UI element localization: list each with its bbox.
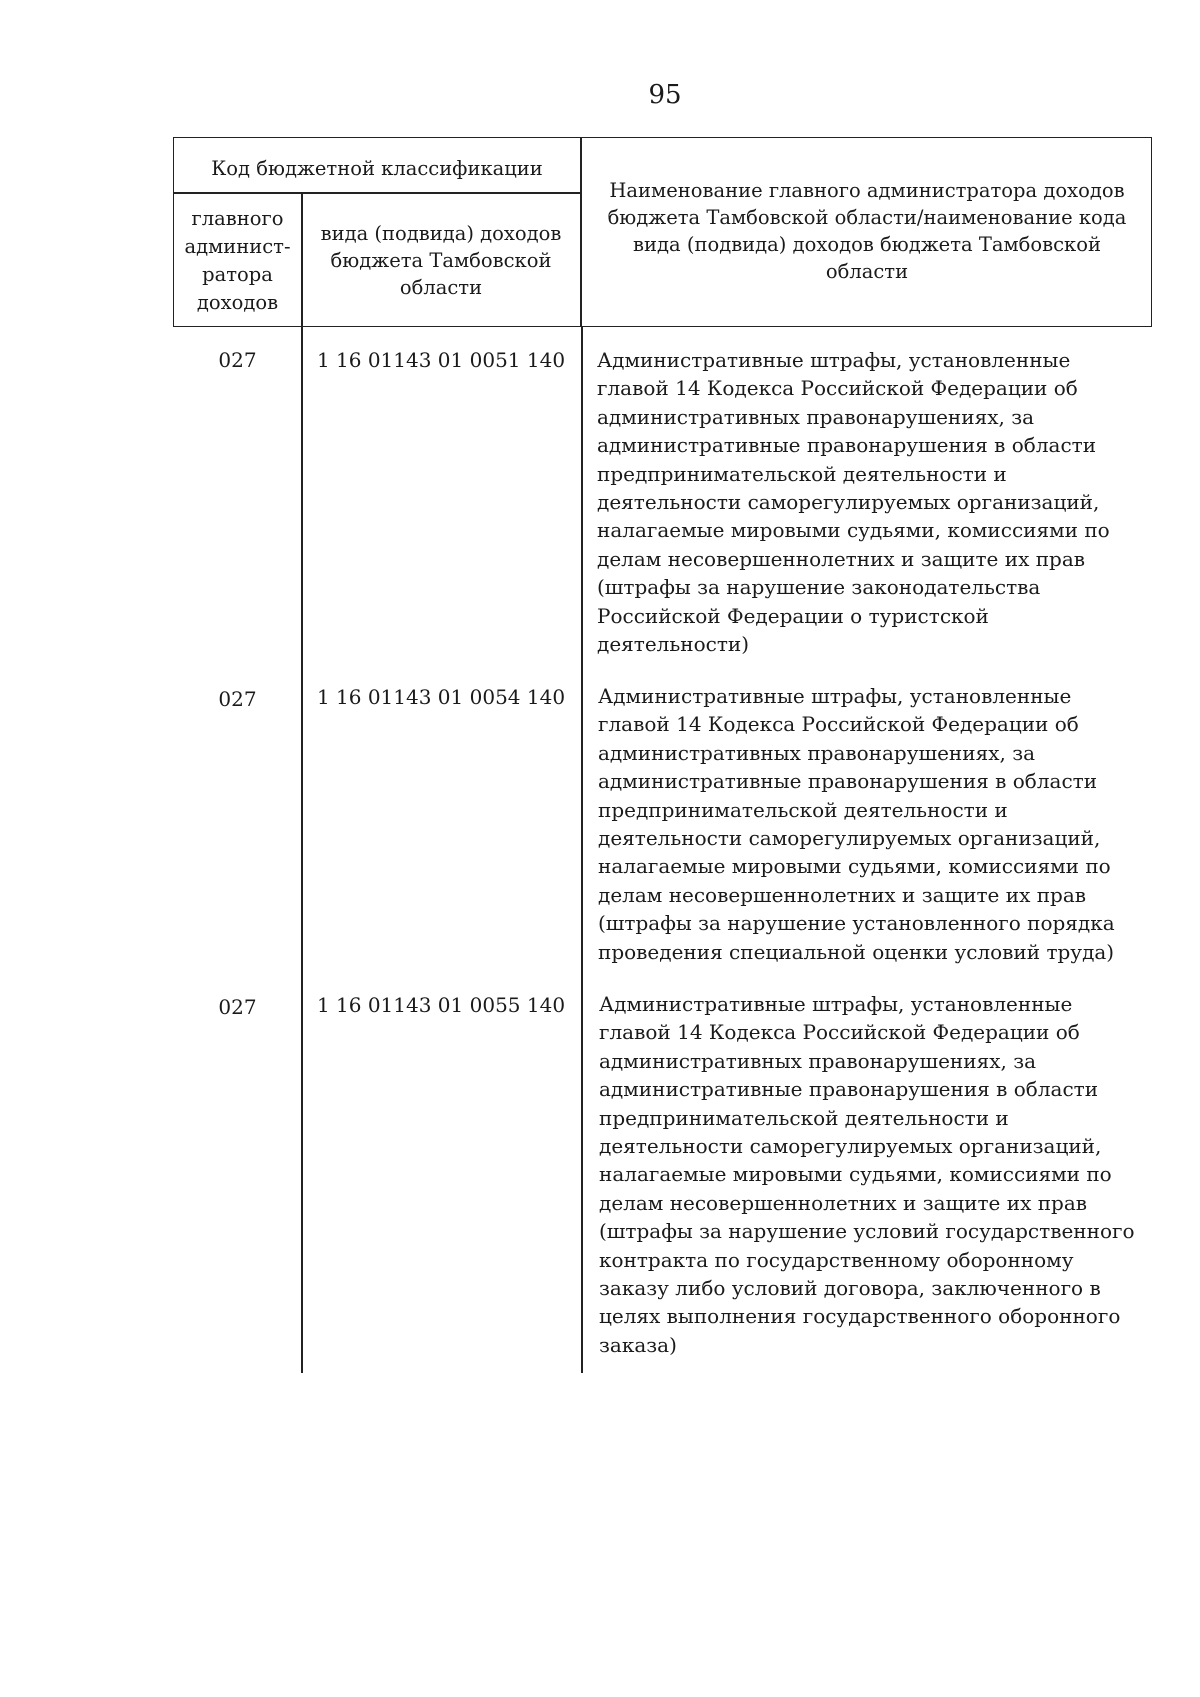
name-line: делам несовершеннолетних и защите их прав [598, 882, 1087, 907]
name-line: административных правонарушениях, за [597, 404, 1035, 429]
table-row-3-admin: 027 [218, 995, 257, 1019]
name-line: (штрафы за нарушение условий государственного [599, 1219, 1135, 1244]
header-col-name-line: вида (подвида) доходов бюджета Тамбовской [633, 233, 1101, 256]
name-line: заказу либо условий договора, заключенного в [599, 1276, 1101, 1301]
name-line: административных правонарушениях, за [599, 1048, 1037, 1073]
body-divider-admin [301, 327, 303, 1373]
table-row-3-name [599, 990, 1135, 1359]
name-line: Административные штрафы, установленные [598, 684, 1072, 708]
header-group-title: Код бюджетной классификации [211, 157, 543, 180]
name-line: делам несовершеннолетних и защите их прав [599, 1190, 1088, 1215]
name-line: деятельности саморегулируемых организаций, [599, 1134, 1102, 1159]
name-line: делам несовершеннолетних и защите их прав [597, 546, 1086, 571]
table-row-1-code: 1 16 01143 01 0051 140 [316, 348, 566, 372]
name-line: Российской Федерации о туристской [597, 603, 989, 628]
table-row-2-admin: 027 [218, 687, 257, 711]
name-line: заказа) [599, 1332, 677, 1357]
name-line: деятельности саморегулируемых организаций, [597, 490, 1100, 515]
name-line: деятельности саморегулируемых организаций, [598, 826, 1101, 851]
header-col-admin-line: доходов [196, 291, 279, 314]
name-line: налагаемые мировыми судьями, комиссиями по [597, 518, 1110, 543]
name-line: главой 14 Кодекса Российской Федерации об [598, 712, 1079, 737]
header-divider-group [173, 192, 581, 194]
name-line: административные правонарушения в области [598, 769, 1098, 794]
name-line: предпринимательской деятельности и [599, 1105, 1009, 1130]
body-divider-code [581, 327, 583, 1373]
table-row-2-name [598, 682, 1115, 966]
name-line: главой 14 Кодекса Российской Федерации об [599, 1020, 1080, 1045]
page-number: 95 [648, 80, 682, 110]
name-line: предпринимательской деятельности и [598, 797, 1008, 822]
name-line: (штрафы за нарушение установленного порядка [598, 911, 1115, 936]
name-line: проведения специальной оценки условий труда) [598, 939, 1115, 964]
table-row-3-code: 1 16 01143 01 0055 140 [316, 993, 566, 1017]
name-line: целях выполнения государственного оборонного [599, 1304, 1121, 1329]
table-row-1-name [597, 346, 1110, 658]
header-col-code-line: бюджета Тамбовской [330, 249, 552, 272]
table-row-2-code: 1 16 01143 01 0054 140 [316, 685, 566, 709]
header-col-name-line: бюджета Тамбовской области/наименование кода [607, 206, 1127, 229]
header-col-code [302, 220, 580, 301]
name-line: Административные штрафы, установленные [597, 348, 1071, 372]
header-col-admin-line: главного [191, 207, 284, 230]
name-line: налагаемые мировыми судьями, комиссиями по [599, 1162, 1112, 1187]
name-line: Административные штрафы, установленные [599, 992, 1073, 1016]
name-line: (штрафы за нарушение законодательства [597, 575, 1041, 600]
name-line: главой 14 Кодекса Российской Федерации об [597, 376, 1078, 401]
header-col-admin [174, 205, 301, 317]
header-col-name-line: Наименование главного администратора доходов [609, 179, 1125, 202]
name-line: контракта по государственному оборонному [599, 1247, 1074, 1272]
header-col-name-line: области [825, 260, 909, 283]
name-line: административные правонарушения в области [597, 433, 1097, 458]
table-row-1-admin: 027 [218, 348, 257, 372]
header-col-admin-line: админист- [184, 235, 291, 258]
name-line: предпринимательской деятельности и [597, 461, 1007, 486]
name-line: административные правонарушения в области [599, 1077, 1099, 1102]
name-line: налагаемые мировыми судьями, комиссиями по [598, 854, 1111, 879]
header-col-code-line: вида (подвида) доходов [320, 222, 562, 245]
header-col-code-line: области [399, 276, 483, 299]
name-line: деятельности) [597, 632, 750, 657]
header-col-admin-line: ратора [202, 263, 273, 286]
name-line: административных правонарушениях, за [598, 740, 1036, 765]
header-col-name [582, 177, 1152, 285]
